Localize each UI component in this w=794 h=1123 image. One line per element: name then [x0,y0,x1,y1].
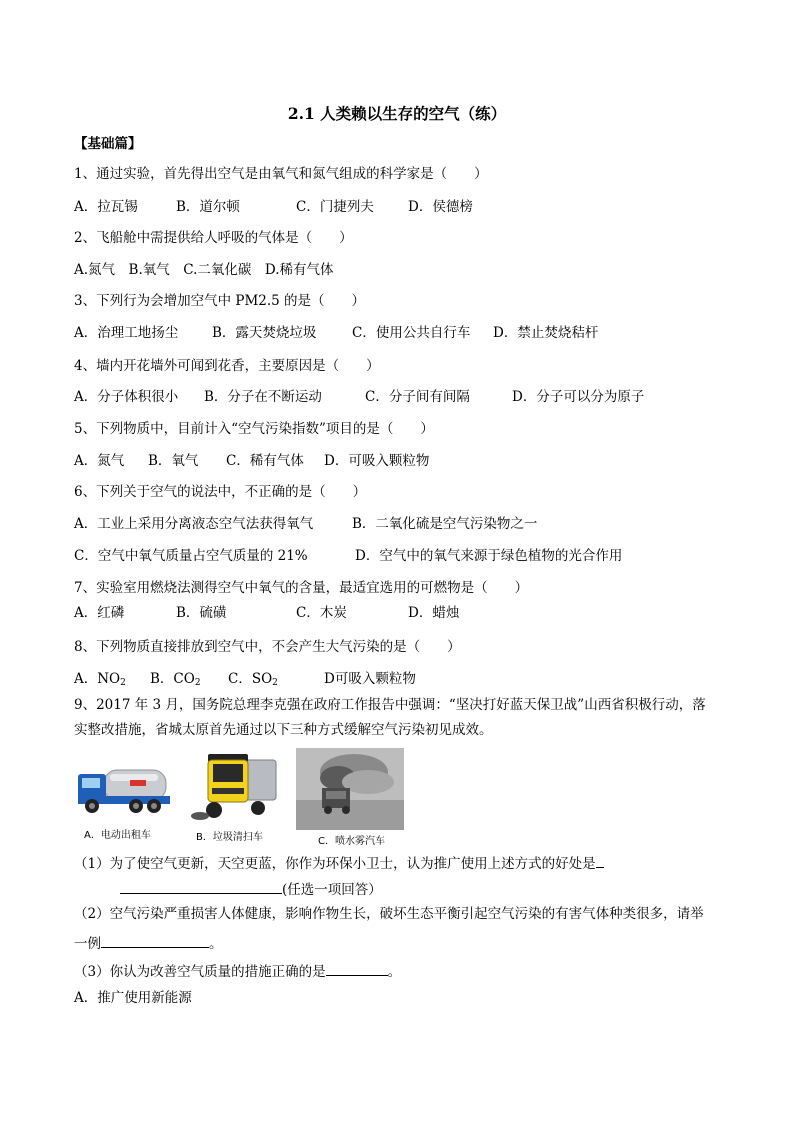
q8-option-c: C．$SO_2$ [228,671,278,688]
q7-option-a: A．红磷 [74,605,125,621]
q6-option-c: C．空气中氧气质量占空气质量的 21% [74,548,308,564]
caption-b: B．垃圾清扫车 [196,832,263,843]
q9-part1-continuation: (任选一项回答） [120,880,382,898]
q8-option-d: D可吸入颗粒物 [324,671,416,687]
q3-option-a: A．治理工地扬尘 [74,325,179,341]
q4-option-a: A．分子体积很小 [74,389,179,405]
q3-option-d: D．禁止焚烧秸杆 [493,325,599,341]
street-sweeper-image [190,750,280,826]
q9-line2: 实整改措施，省城太原首先通过以下三种方式缓解空气污染初见成效。 [74,722,493,738]
q9-part3-option-a: A．推广使用新能源 [74,990,192,1006]
q1-option-b: B．道尔顿 [176,199,240,215]
q7-option-c: C．木炭 [296,605,347,621]
q5-option-c: C．稀有气体 [226,453,304,469]
q1-option-d: D．侯德榜 [408,199,473,215]
q6-stem: 6、下列关于空气的说法中，不正确的是（ ） [74,484,367,500]
q4-stem: 4、墙内开花墙外可闻到花香，主要原因是（ ） [74,358,380,374]
q7-stem: 7、实验室用燃烧法测得空气中氧气的含量，最适宜选用的可燃物是（ ） [74,580,529,596]
q4-option-b: B．分子在不断运动 [204,389,322,405]
q1-stem: 1、通过实验，首先得出空气是由氧气和氮气组成的科学家是（ ） [74,166,488,182]
q5-stem: 5、下列物质中，目前计入“空气污染指数”项目的是（ ） [74,421,434,437]
q9-part2-line1: （2）空气污染严重损害人体健康，影响作物生长，破坏生态平衡引起空气污染的有害气体种类很多，请举 [74,906,704,922]
q3-stem: 3、下列行为会增加空气中 PM2.5 的是（ ） [74,293,366,309]
q2-options: A.氮气 B.氧气 C.二氧化碳 D.稀有气体 [74,262,334,278]
q9-part3-answer-blank[interactable] [326,962,388,976]
q3-option-b: B．露天焚烧垃圾 [212,325,317,341]
q5-option-d: D．可吸入颗粒物 [324,453,430,469]
q6-option-d: D．空气中的氧气来源于绿色植物的光合作用 [355,548,623,564]
q8-stem: 8、下列物质直接排放到空气中，不会产生大气污染的是（ ） [74,639,461,655]
q2-stem: 2、飞船舱中需提供给人呼吸的气体是（ ） [74,230,353,246]
q9-part2-answer-blank[interactable] [101,934,209,948]
q9-part1-answer-blank[interactable] [120,880,282,894]
q9-line1: 9、2017 年 3 月，国务院总理李克强在政府工作报告中强调：“坚决打好蓝天保卫战”山西省积极行动，落 [74,697,706,713]
electric-taxi-image [74,758,178,822]
page-title: 2.1 人类赖以生存的空气（练） [287,104,507,123]
q3-option-c: C．使用公共自行车 [352,325,471,341]
q1-option-a: A．拉瓦锡 [74,199,138,215]
q9-part3-stem: （3）你认为改善空气质量的措施正确的是 。 [74,964,402,980]
q9-part1-blank-start[interactable] [596,854,604,868]
q9-part1-text: （1）为了使空气更新，天空更蓝，你作为环保小卫士，认为推广使用上述方式的好处是 [74,854,604,872]
q7-option-d: D．蜡烛 [408,605,460,621]
spray-truck-image [296,748,404,830]
q8-option-a: A．$NO_2$ [74,671,126,688]
q4-option-c: C．分子间有间隔 [365,389,470,405]
q7-option-b: B．硫磺 [176,605,227,621]
section-heading: 【基础篇】 [74,136,142,152]
q4-option-d: D．分子可以分为原子 [512,389,645,405]
q5-option-b: B．氧气 [148,453,199,469]
q1-option-c: C．门捷列夫 [296,199,374,215]
q6-option-b: B．二氧化硫是空气污染物之一 [352,516,538,532]
q5-option-a: A．氮气 [74,453,125,469]
q9-part2-line2: 一例 。 [74,936,223,952]
caption-a: A．电动出租车 [84,830,151,841]
q8-option-b: B．$CO_2$ [150,671,201,688]
q6-option-a: A．工业上采用分离液态空气法获得氧气 [74,516,314,532]
caption-c: C．喷水雾汽车 [318,836,385,847]
